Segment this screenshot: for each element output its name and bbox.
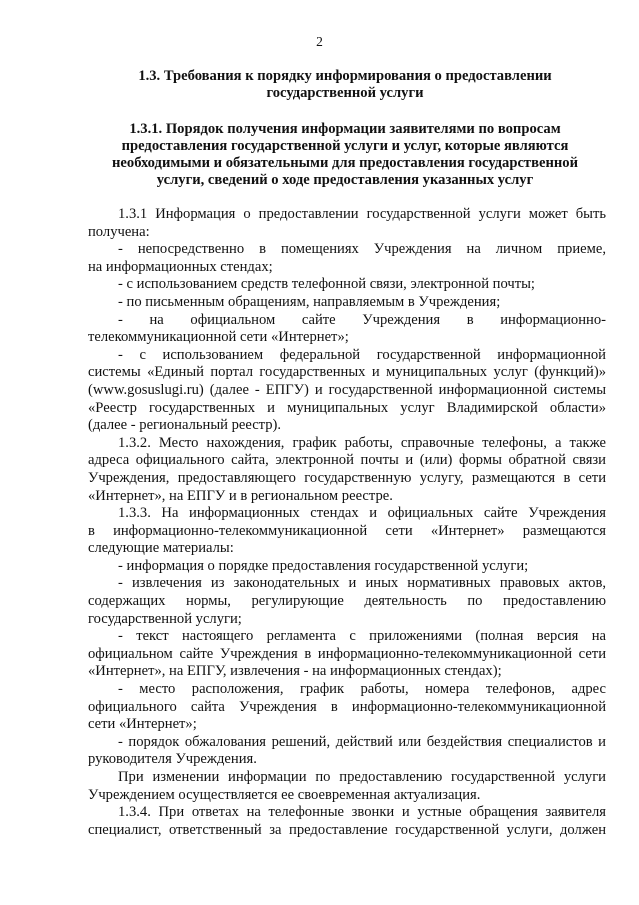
body-line: «Реестр государственных и муниципальных услуг Владимирской области» [88, 399, 606, 416]
body-line: Учреждением осуществляется ее своевременная актуализация. [88, 786, 481, 803]
subsection-heading-line: необходимыми и обязательными для предоставления государственной [112, 155, 578, 171]
body-line: сети «Интернет»; [88, 716, 197, 733]
body-line: При изменении информации по предоставлению государственной услуги [118, 769, 606, 785]
body-line: - место расположения, график работы, номера телефонов, адрес [118, 681, 606, 698]
body-line: - извлечения из законодательных и иных нормативных правовых актов, [118, 575, 606, 592]
body-line: 1.3.1 Информация о предоставлении государственной услуги может быть [118, 206, 606, 222]
body-line: адреса официального сайта, электронной почты и (или) формы обратной связи [88, 452, 606, 469]
section-heading [70, 68, 620, 102]
body-line: (далее - региональный реестр). [88, 417, 282, 434]
body-line: официального сайта Учреждения в информационно-телекоммуникационной [88, 698, 606, 715]
body-line: получена: [88, 223, 150, 240]
body-line: содержащих нормы, регулирующие деятельность по предоставлению [88, 593, 606, 610]
body-line: 1.3.2. Место нахождения, график работы, справочные телефоны, а также [118, 434, 606, 451]
body-line: государственной услуги; [88, 610, 242, 627]
body-line: телекоммуникационной сети «Интернет»; [88, 329, 349, 346]
body-line: - текст настоящего регламента с приложениями (полная версия на [118, 628, 606, 645]
body-line: 1.3.3. На информационных стендах и официальных сайте Учреждения [118, 505, 606, 522]
body-line: «Интернет», на ЕПГУ, извлечения - на информационных стендах); [88, 663, 502, 680]
body-line: «Интернет», на ЕПГУ и в региональном реестре. [88, 487, 393, 504]
subsection-heading-line: услуги, сведений о ходе предоставления указанных услуг [156, 172, 534, 188]
subsection-heading-line: 1.3.1. Порядок получения информации заявителями по вопросам [129, 121, 561, 137]
section-heading-line: государственной услуги [266, 85, 424, 101]
page-number: 2 [316, 34, 323, 49]
body-line: - с использованием федеральной государственной информационной [118, 346, 606, 363]
body-line: на информационных стендах; [88, 258, 273, 275]
body-line: специалист, ответственный за предоставление государственной услуги, должен [88, 821, 606, 838]
body-line: в информационно-телекоммуникационной сети «Интернет» размещаются [88, 522, 606, 539]
body-line: - непосредственно в помещениях Учреждения на личном приеме, [118, 241, 606, 258]
body-line: - на официальном сайте Учреждения в информационно- [118, 311, 606, 328]
body-line: - по письменным обращениям, направляемым в Учреждения; [118, 293, 501, 310]
body-line: системы «Единый портал государственных и муниципальных услуг (функций)» [88, 364, 606, 381]
subsection-heading [70, 121, 620, 189]
body-text [88, 206, 606, 839]
body-line: (www.gosuslugi.ru) (далее - ЕПГУ) и государственной информационной системы [88, 381, 606, 398]
body-line: - порядок обжалования решений, действий или бездействия специалистов и [118, 733, 606, 750]
subsection-heading-line: предоставления государственной услуги и услуг, которые являются [121, 138, 569, 154]
body-line: руководителя Учреждения. [88, 751, 257, 768]
body-line: следующие материалы: [88, 540, 234, 557]
body-line: официальном сайте Учреждения в информационно-телекоммуникационной сети [88, 645, 606, 662]
body-line: - с использованием средств телефонной связи, электронной почты; [118, 276, 535, 293]
body-line: - информация о порядке предоставления государственной услуги; [118, 557, 529, 574]
section-heading-line: 1.3. Требования к порядку информирования о предоставлении [138, 68, 552, 84]
body-line: 1.3.4. При ответах на телефонные звонки и устные обращения заявителя [118, 804, 606, 821]
body-line: Учреждения, предоставляющего государственную услугу, размещаются в сети [88, 469, 606, 486]
